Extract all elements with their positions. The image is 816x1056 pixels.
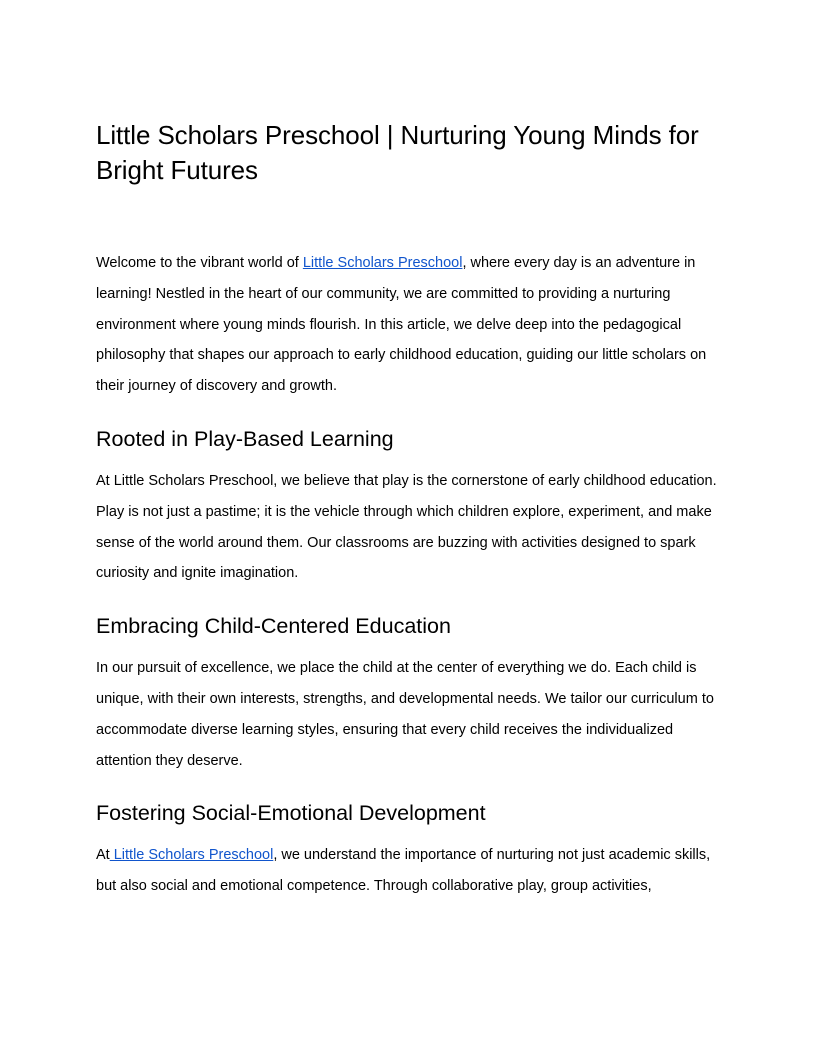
social-text-end: , we understand the importance of nurturing not just academic skills, but also social and emotional competence. Through collaborative play, group activities, [96,847,711,895]
document-title: Little Scholars Preschool | Nurturing Young Minds for Bright Futures [96,120,699,185]
social-text-start: At [96,847,110,864]
document-page [96,118,726,902]
section-heading-social-emotional: Fostering Social-Emotional Development [96,801,486,826]
intro-text-end: , where every day is an adventure in learning! Nestled in the heart of our community, we are committed to providing a nurturing environment where young minds flourish. In this article, we delve deep into the pedagogical philosophy that shapes our approach to early childhood education, guiding our little scholars on their journey of discovery and growth. [96,255,707,395]
section-heading-play-based: Rooted in Play-Based Learning [96,426,394,451]
preschool-link-secondary[interactable]: Little Scholars Preschool [109,847,274,864]
intro-text-start: Welcome to the vibrant world of [96,255,303,271]
section-paragraph-play-based: At Little Scholars Preschool, we believe that play is the cornerstone of early childhood education. Play is not just a pastime; it is the vehicle through which children explore, experiment, and make sense of the world around them. Our classrooms are buzzing with activities designed to spark curiosity and ignite imagination. [96,472,717,582]
preschool-link[interactable]: Little Scholars Preschool [302,255,463,271]
section-paragraph-social-emotional [96,840,726,902]
section-heading-child-centered: Embracing Child-Centered Education [96,614,451,639]
section-paragraph-child-centered: In our pursuit of excellence, we place the child at the center of everything we do. Each child is unique, with their own interests, strengths, and developmental needs. We tailor our curriculum to accommodate diverse learning styles, ensuring that every child receives the individualized attention they deserve. [96,660,714,769]
intro-paragraph [96,248,726,402]
